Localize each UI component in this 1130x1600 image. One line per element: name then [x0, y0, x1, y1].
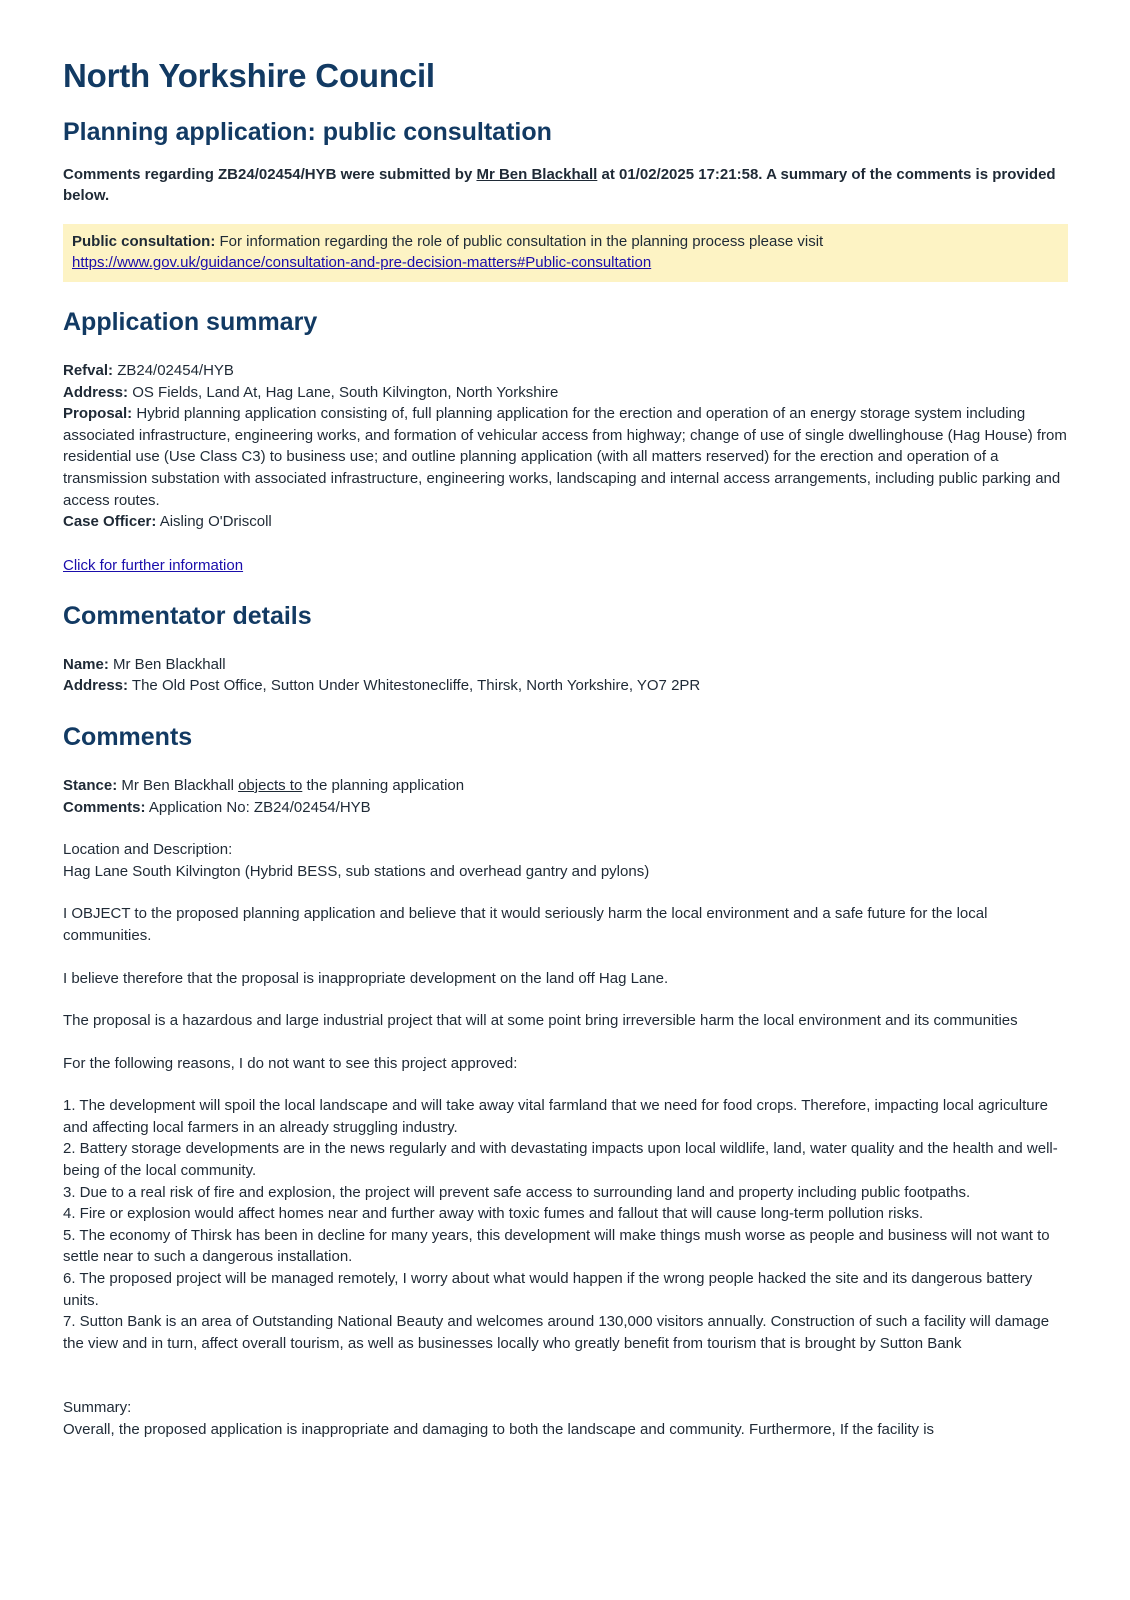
- location-title: Location and Description:: [63, 841, 233, 859]
- reason-item: 5. The economy of Thirsk has been in decline for many years, this development will make things mush worse as people and business will not want to settle near to such a dangerous installation.: [63, 1226, 1050, 1266]
- proposal-label: Proposal:: [63, 405, 133, 423]
- refval-label: Refval:: [63, 362, 114, 379]
- submission-intro: [63, 164, 1068, 206]
- stance-label: Stance:: [63, 776, 118, 794]
- comments-meta: [63, 775, 1068, 818]
- commenter-link[interactable]: Mr Ben Blackhall: [476, 166, 598, 183]
- location-text: Hag Lane South Kilvington (Hybrid BESS, sub stations and overhead gantry and pylons): [63, 862, 650, 880]
- address-label: Address:: [63, 383, 129, 401]
- refval-row: [63, 360, 1068, 382]
- consultation-guidance-link[interactable]: https://www.gov.uk/guidance/consultation-and-pre-decision-matters#Public-consultation: [72, 254, 652, 271]
- reason-item: 4. Fire or explosion would affect homes near and further away with toxic fumes and fallout that will cause long-term pollution risks.: [63, 1205, 924, 1223]
- council-name: North Yorkshire Council: [63, 57, 435, 94]
- stance-suffix: the planning application: [302, 776, 465, 794]
- address-value: OS Fields, Land At, Hag Lane, South Kilvington, North Yorkshire: [128, 383, 559, 401]
- intro-suffix: at 01/02/2025 17:21:58. A summary of the comments is provided below.: [63, 166, 1056, 204]
- name-label: Name:: [63, 655, 109, 673]
- reason-item: 3. Due to a real risk of fire and explosion, the project will prevent safe access to surrounding land and property including public footpaths.: [63, 1183, 971, 1201]
- comment-paragraph-3: The proposal is a hazardous and large industrial project that will at some point bring irreversible harm the local environment and its communities: [63, 1012, 1018, 1030]
- document-page: [63, 52, 1068, 1441]
- intro-prefix: Comments regarding ZB24/02454/HYB were submitted by: [63, 166, 477, 183]
- reason-item: 1. The development will spoil the local landscape and will take away vital farmland that we need for food crops. Therefore, impacting local agriculture and affecting local farmers in an already struggling industry.: [63, 1097, 1048, 1136]
- further-information-link[interactable]: Click for further information: [63, 556, 244, 574]
- comment-paragraph-1: I OBJECT to the proposed planning application and believe that it would seriously harm the local environment and a safe future for the local communities.: [63, 905, 988, 944]
- commentator-details: [63, 654, 1068, 697]
- application-summary-heading: Application summary: [63, 308, 318, 336]
- page-title: Planning application: public consultation: [63, 118, 552, 146]
- proposal-row: [63, 403, 1068, 511]
- case-officer-label: Case Officer:: [63, 513, 157, 531]
- reason-item: 6. The proposed project will be managed remotely, I worry about what would happen if the wrong people hacked the site and its dangerous battery units.: [63, 1270, 1033, 1309]
- proposal-value: Hybrid planning application consisting of, full planning application for the erection and operation of an energy storage system including associated infrastructure, engineering works, and formation of vehicular access from highway; change of use of single dwellinghouse (Hag House) from residential use (Use Class C3) to business use; and outline planning application (with all matters reserved) for the erection and operation of a transmission substation with associated infrastructure, engineering works, landscaping and internal access arrangements, including public parking and access routes.: [63, 405, 1067, 509]
- commentator-address-label: Address:: [63, 677, 129, 695]
- application-summary: [63, 360, 1068, 533]
- name-row: [63, 654, 1068, 676]
- public-consultation-notice: [63, 224, 1068, 282]
- stance-link[interactable]: objects to: [238, 776, 303, 794]
- notice-label: Public consultation:: [72, 233, 216, 250]
- summary-text: Overall, the proposed application is inappropriate and damaging to both the landscape and community. Furthermore, If the facility is: [63, 1421, 935, 1438]
- commentator-heading: Commentator details: [63, 601, 312, 630]
- comment-paragraph-2: I believe therefore that the proposal is inappropriate development on the land off Hag Lane.: [63, 969, 669, 987]
- reasons-list: [63, 1095, 1068, 1354]
- address-row: [63, 382, 1068, 404]
- refval-value: ZB24/02454/HYB: [113, 362, 234, 379]
- case-officer-value: Aisling O'Driscoll: [156, 513, 272, 531]
- name-value: Mr Ben Blackhall: [108, 655, 226, 673]
- commentator-address-value: The Old Post Office, Sutton Under Whitestonecliffe, Thirsk, North Yorkshire, YO7 2PR: [128, 677, 701, 695]
- comments-label: Comments:: [63, 798, 146, 816]
- stance-row: [63, 775, 1068, 797]
- commentator-address-row: [63, 675, 1068, 697]
- comments-heading: Comments: [63, 722, 193, 751]
- comments-row: [63, 797, 1068, 819]
- comment-paragraph-4: For the following reasons, I do not want to see this project approved:: [63, 1054, 518, 1072]
- comments-first-line: Application No: ZB24/02454/HYB: [145, 798, 371, 816]
- summary-title: Summary:: [63, 1399, 132, 1417]
- reason-item: 2. Battery storage developments are in the news regularly and with devastating impacts upon local wildlife, land, water quality and the health and well-being of the local community.: [63, 1140, 1058, 1180]
- reason-item: 7. Sutton Bank is an area of Outstanding National Beauty and welcomes around 130,000 visitors annually. Construction of such a facility will damage the view and in turn, affect overall tourism, as well as businesses locally who greatly benefit from tourism that is brought by Sutton Bank: [63, 1313, 1050, 1352]
- case-officer-row: [63, 511, 1068, 533]
- stance-prefix: Mr Ben Blackhall: [117, 776, 239, 794]
- notice-text: For information regarding the role of public consultation in the planning process please visit: [215, 233, 824, 250]
